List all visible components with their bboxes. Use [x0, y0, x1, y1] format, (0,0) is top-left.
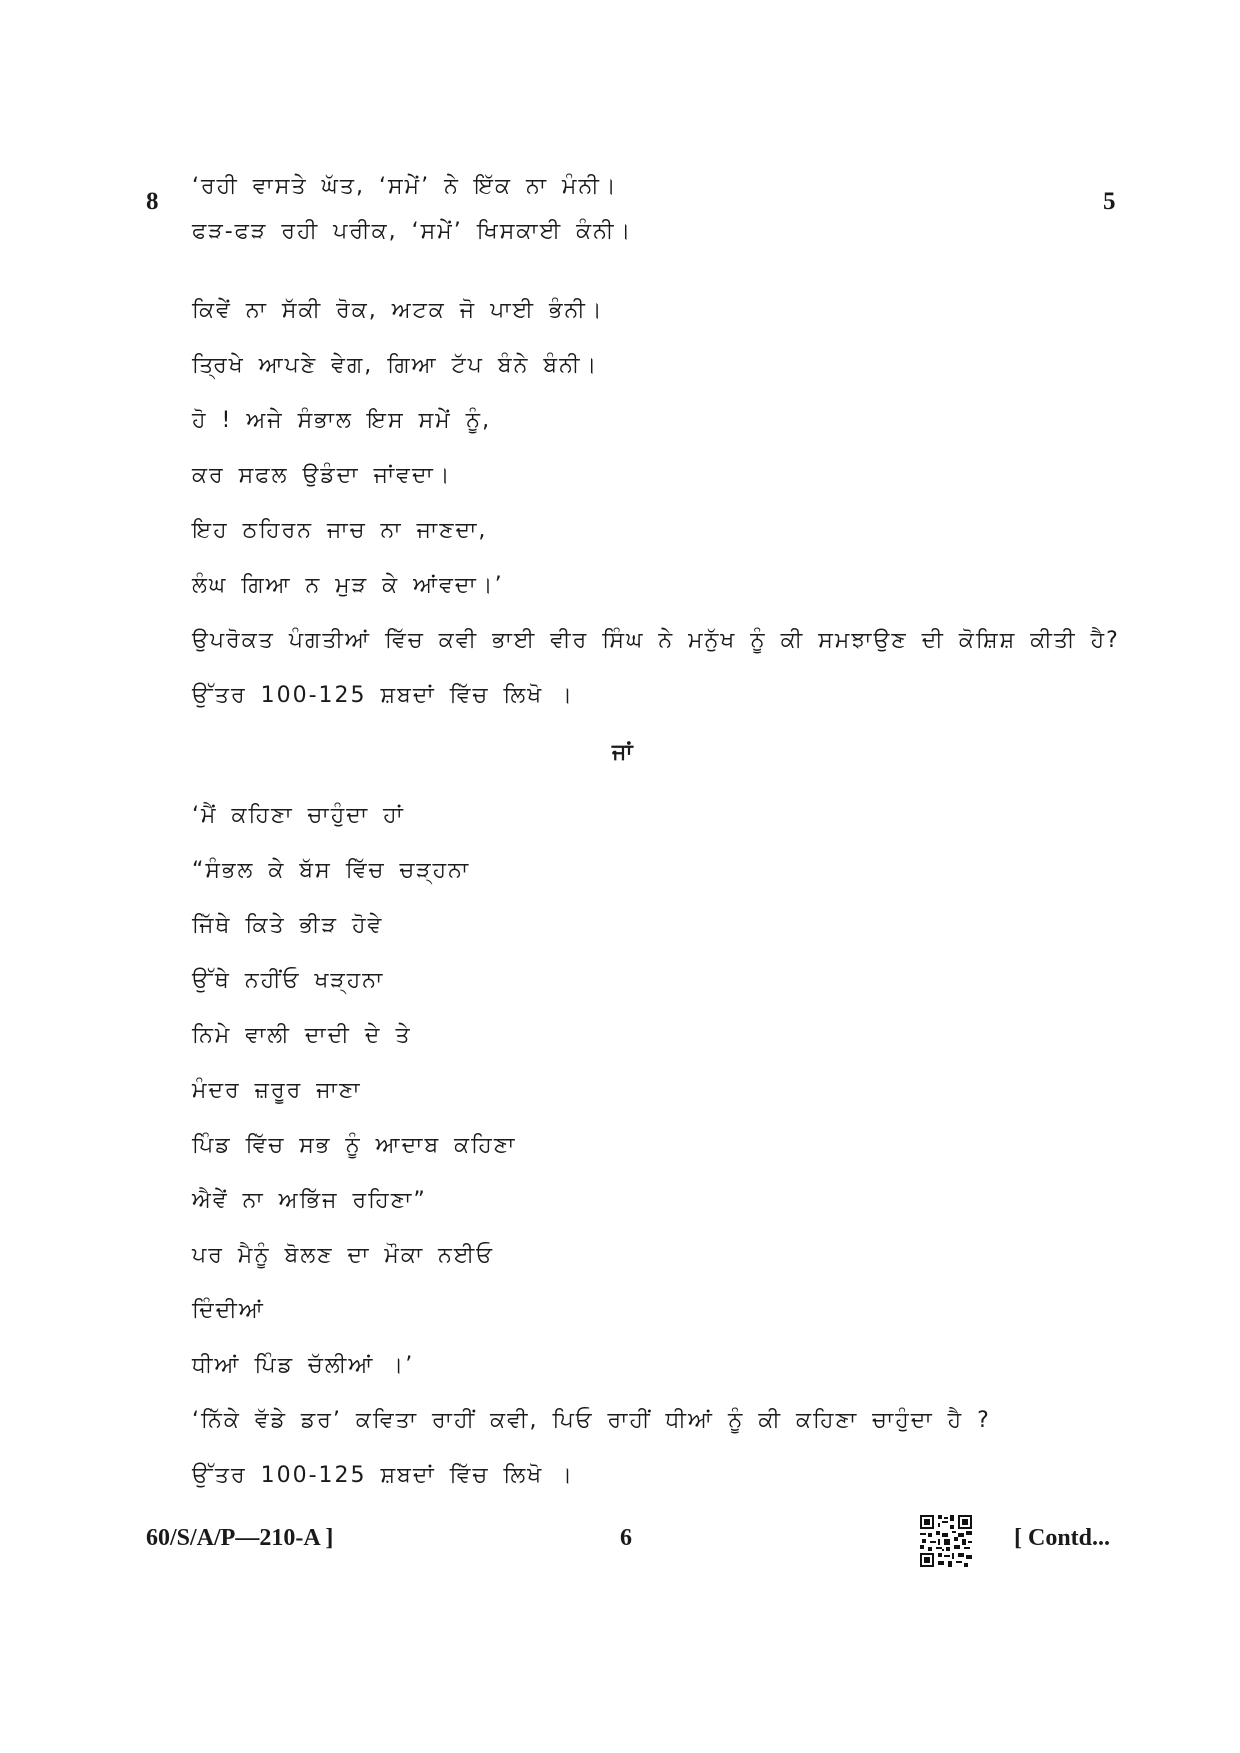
poem1-line-7: ਇਹ ਠਹਿਰਨ ਜਾਚ ਨਾ ਜਾਣਦਾ, [192, 518, 488, 543]
poem1-line-5: ਹੋ ! ਅਜੇ ਸੰਭਾਲ ਇਸ ਸਮੇਂ ਨੂੰ, [192, 408, 492, 433]
question2-text: ‘ਨਿੱਕੇ ਵੱਡੇ ਡਰ’ ਕਵਿਤਾ ਰਾਹੀਂ ਕਵੀ, ਪਿਓ ਰਾਹੀਂ ਧੀਆਂ ਨੂੰ ਕੀ ਕਹਿਣਾ ਚਾਹੁੰਦਾ ਹੈ ? [192, 1408, 991, 1433]
poem2-line-8: ਐਵੇਂ ਨਾ ਅਭਿੱਜ ਰਹਿਣਾ” [192, 1188, 427, 1213]
poem2-line-9: ਪਰ ਮੈਨੂੰ ਬੋਲਣ ਦਾ ਮੌਕਾ ਨਈਓ [192, 1243, 495, 1268]
poem1-line-2: ਫੜ-ਫੜ ਰਹੀ ਪਰੀਕ, ‘ਸਮੇਂ’ ਖਿਸਕਾਈ ਕੰਨੀ। [192, 219, 633, 244]
poem1-line-4: ਤ੍ਰਿਖੇ ਆਪਣੇ ਵੇਗ, ਗਿਆ ਟੱਪ ਬੰਨੇ ਬੰਨੀ। [192, 353, 599, 378]
paper-code: 60/S/A/P—210-A ] [146, 1525, 334, 1551]
question-number: 8 [146, 188, 159, 215]
answer1-instruction: ਉੱਤਰ 100-125 ਸ਼ਬਦਾਂ ਵਿੱਚ ਲਿਖੋ । [192, 683, 575, 708]
poem2-line-2: “ਸੰਭਲ ਕੇ ਬੱਸ ਵਿੱਚ ਚੜ੍ਹਨਾ [192, 858, 471, 883]
poem2-line-6: ਮੰਦਰ ਜ਼ਰੂਰ ਜਾਣਾ [192, 1078, 362, 1103]
or-label: ਜਾਂ [612, 740, 633, 765]
page-number: 6 [620, 1525, 632, 1551]
poem2-line-11: ਧੀਆਂ ਪਿੰਡ ਚੱਲੀਆਂ ।’ [192, 1353, 415, 1378]
poem1-line-1: ‘ਰਹੀ ਵਾਸਤੇ ਘੱਤ, ‘ਸਮੇਂ’ ਨੇ ਇੱਕ ਨਾ ਮੰਨੀ। [192, 174, 618, 199]
question-marks: 5 [1103, 188, 1116, 215]
poem1-line-3: ਕਿਵੇਂ ਨਾ ਸੱਕੀ ਰੋਕ, ਅਟਕ ਜੋ ਪਾਈ ਭੰਨੀ। [192, 298, 604, 323]
poem1-line-6: ਕਰ ਸਫਲ ਉਡੰਦਾ ਜਾਂਵਦਾ। [192, 463, 452, 488]
poem2-line-4: ਉੱਥੇ ਨਹੀਂਓ ਖੜ੍ਹਨਾ [192, 968, 385, 993]
poem2-line-5: ਨਿਮੇ ਵਾਲੀ ਦਾਦੀ ਦੇ ਤੇ [192, 1023, 412, 1048]
qr-code-icon [920, 1515, 972, 1567]
continued-label: [ Contd... [1014, 1525, 1111, 1551]
poem1-line-8: ਲੰਘ ਗਿਆ ਨ ਮੁੜ ਕੇ ਆਂਵਦਾ।’ [192, 573, 504, 598]
poem2-line-10: ਦਿੰਦੀਆਂ [192, 1298, 265, 1323]
question1-text: ਉਪਰੋਕਤ ਪੰਗਤੀਆਂ ਵਿੱਚ ਕਵੀ ਭਾਈ ਵੀਰ ਸਿੰਘ ਨੇ ਮਨੁੱਖ ਨੂੰ ਕੀ ਸਮਝਾਉਣ ਦੀ ਕੋਸ਼ਿਸ਼ ਕੀਤੀ ਹੈ? [192, 628, 1120, 653]
answer2-instruction: ਉੱਤਰ 100-125 ਸ਼ਬਦਾਂ ਵਿੱਚ ਲਿਖੋ । [192, 1463, 575, 1488]
poem2-line-7: ਪਿੰਡ ਵਿੱਚ ਸਭ ਨੂੰ ਆਦਾਬ ਕਹਿਣਾ [192, 1133, 517, 1158]
poem2-line-3: ਜਿੱਥੇ ਕਿਤੇ ਭੀੜ ਹੋਵੇ [192, 913, 384, 938]
poem2-line-1: ‘ਮੈਂ ਕਹਿਣਾ ਚਾਹੁੰਦਾ ਹਾਂ [192, 803, 405, 828]
